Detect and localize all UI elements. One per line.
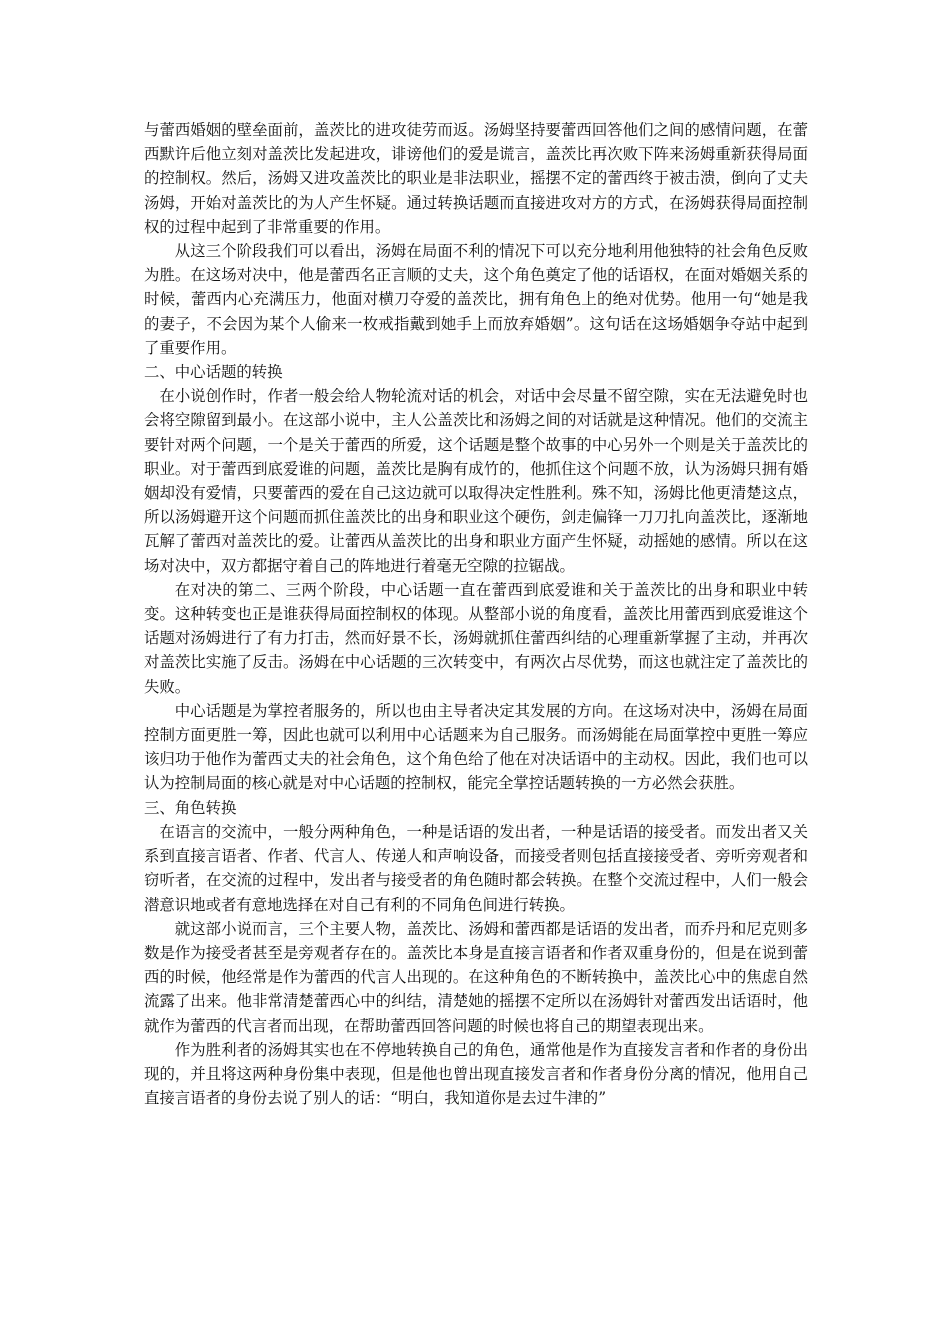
paragraph: 与蕾西婚姻的壁垒面前，盖茨比的进攻徒劳而返。汤姆坚持要蕾西回答他们之间的感情问题，在蕾西默许后他立刻对盖茨比发起进攻，诽谤他们的爱是谎言，盖茨比再次败下阵来汤姆重新获得局面的控制权。然后，汤姆又进攻盖茨比的职业是非法职业，摇摆不定的蕾西终于被击溃，倒向了丈夫汤姆，开始对盖茨比的为人产生怀疑。通过转换话题而直接进攻对方的方式，在汤姆获得局面控制权的过程中起到了非常重要的作用。 bbox=[144, 121, 808, 236]
paragraph: 从这三个阶段我们可以看出，汤姆在局面不利的情况下可以充分地利用他独特的社会角色反败为胜。在这场对决中，他是蕾西名正言顺的丈夫，这个角色奠定了他的话语权，在面对婚姻关系的时候，蕾西内心充满压力，他面对横刀夺爱的盖茨比，拥有角色上的绝对优势。他用一句“她是我的妻子，不会因为某个人偷来一枚戒指戴到她手上而放弃婚姻”。这句话在这场婚姻争夺站中起到了重要作用。 bbox=[144, 242, 808, 357]
paragraph: 在语言的交流中，一般分两种角色，一种是话语的发出者，一种是话语的接受者。而发出者又关系到直接言语者、作者、代言人、传递人和声响设备，而接受者则包括直接接受者、旁听旁观者和窃听者，在交流的过程中，发出者与接受者的角色随时都会转换。在整个交流过程中，人们一般会潜意识地或者有意地选择在对自己有利的不同角色间进行转换。 bbox=[144, 822, 808, 914]
paragraph: 中心话题是为掌控者服务的，所以也由主导者决定其发展的方向。在这场对决中，汤姆在局面控制方面更胜一筹，因此也就可以利用中心话题来为自己服务。而汤姆能在局面掌控中更胜一筹应该归功于他作为蕾西丈夫的社会角色，这个角色给了他在对决话语中的主动权。因此，我们也可以认为控制局面的核心就是对中心话题的控制权，能完全掌控话题转换的一方必然会获胜。 bbox=[144, 701, 808, 793]
section-heading: 三、角色转换 bbox=[144, 798, 237, 817]
paragraph: 作为胜利者的汤姆其实也在不停地转换自己的角色，通常他是作为直接发言者和作者的身份出现的，并且将这两种身份集中表现，但是他也曾出现直接发言者和作者身份分离的情况，他用自己直接言语者的身份去说了别人的话：“明白，我知道你是去过牛津的” bbox=[144, 1040, 808, 1108]
section-heading: 二、中心话题的转换 bbox=[144, 363, 283, 382]
paragraph: 就这部小说而言，三个主要人物，盖茨比、汤姆和蕾西都是话语的发出者，而乔丹和尼克则多数是作为接受者甚至是旁观者存在的。盖茨比本身是直接言语者和作者双重身份的，但是在说到蕾西的时候，他经常是作为蕾西的代言人出现的。在这种角色的不断转换中，盖茨比心中的焦虑自然流露了出来。他非常清楚蕾西心中的纠结，清楚她的摇摆不定所以在汤姆针对蕾西发出话语时，他就作为蕾西的代言者而出现，在帮助蕾西回答问题的时候也将自己的期望表现出来。 bbox=[144, 919, 808, 1035]
paragraph: 在小说创作时，作者一般会给人物轮流对话的机会，对话中会尽量不留空隙，实在无法避免时也会将空隙留到最小。在这部小说中，主人公盖茨比和汤姆之间的对话就是这种情况。他们的交流主要针对两个问题，一个是关于蕾西的所爱，这个话题是整个故事的中心另外一个则是关于盖茨比的职业。对于蕾西到底爱谁的问题，盖茨比是胸有成竹的，他抓住这个问题不放，认为汤姆只拥有婚姻却没有爱情，只要蕾西的爱在自己这边就可以取得决定性胜利。殊不知，汤姆比他更清楚这点，所以汤姆避开这个问题而抓住盖茨比的出身和职业这个硬伤，剑走偏锋一刀刀扎向盖茨比，逐渐地瓦解了蕾西对盖茨比的爱。让蕾西从盖茨比的出身和职业方面产生怀疑，动摇她的感情。所以在这场对决中，双方都据守着自己的阵地进行着毫无空隙的拉锯战。 bbox=[144, 387, 808, 575]
paragraph: 在对决的第二、三两个阶段，中心话题一直在蕾西到底爱谁和关于盖茨比的出身和职业中转变。这种转变也正是谁获得局面控制权的体现。从整部小说的角度看，盖茨比用蕾西到底爱谁这个话题对汤姆进行了有力打击，然而好景不长，汤姆就抓住蕾西纠结的心理重新掌握了主动，并再次对盖茨比实施了反击。汤姆在中心话题的三次转变中，有两次占尽优势，而这也就注定了盖茨比的失败。 bbox=[144, 580, 808, 696]
document-body bbox=[144, 118, 808, 1110]
